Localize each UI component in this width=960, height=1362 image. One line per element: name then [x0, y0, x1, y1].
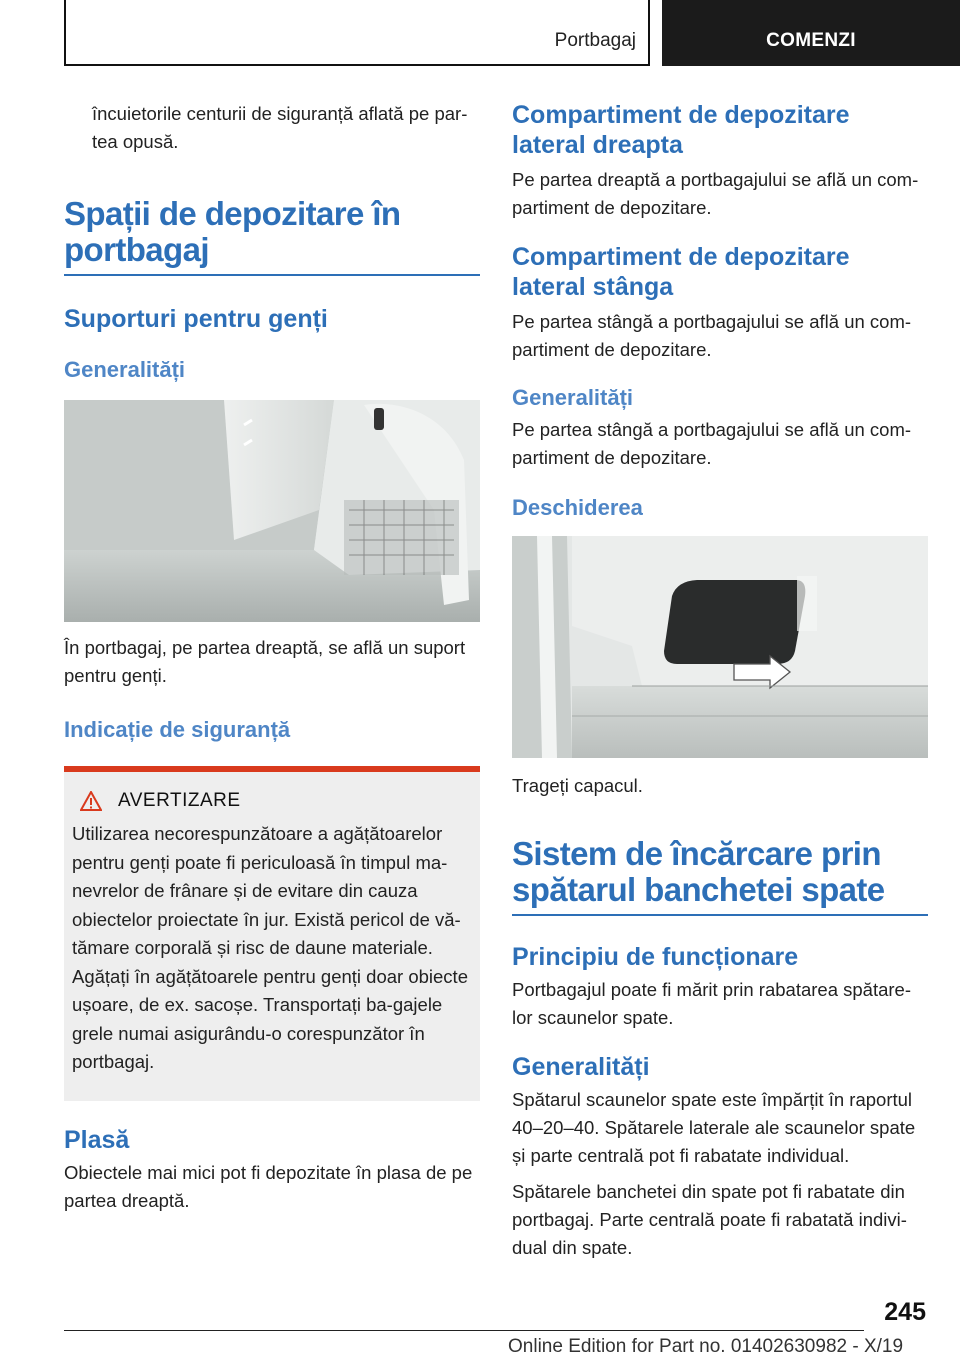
- net-text: Obiectele mai mici pot fi depozitate în plasa de pe partea dreaptă.: [64, 1161, 473, 1211]
- general-loading-text-1: Spătarul scaunelor spate este împărțit în raportul 40–20–40. Spătarele laterale ale scaunelor spate și parte centrală pot fi rabatate individual.: [512, 1089, 916, 1166]
- heading-general-right: Generalități: [512, 385, 634, 410]
- principle-text: Portbagajul poate fi mărit prin rabatarea spătare-lor scaunelor spate.: [512, 979, 911, 1028]
- footer-edition: Online Edition for Part no. 01402630982 - X/19: [508, 1336, 904, 1357]
- general-text-right: Pe partea stângă a portbagajului se află un com-partiment de depozitare.: [512, 419, 912, 468]
- warning-title-text: AVERTIZARE: [118, 790, 241, 811]
- bag-holder-image: [64, 400, 480, 622]
- continued-text: încuietorile centurii de siguranță aflată pe par- tea opusă.: [92, 103, 468, 152]
- heading-right-compartment: Compartiment de depozitare lateral dreapta: [512, 101, 850, 159]
- section-title-loading-system: Sistem de încărcare prin spătarul banchetei spate: [512, 836, 928, 916]
- heading-safety: Indicație de siguranță: [64, 717, 291, 742]
- heading-bag-holders: Suporturi pentru genți: [64, 305, 328, 333]
- heading-general: Generalități: [64, 357, 186, 382]
- page-number: 245: [884, 1298, 926, 1326]
- compartment-cover-image: [512, 536, 928, 758]
- warning-box: [64, 766, 480, 1101]
- heading-net: Plasă: [64, 1125, 130, 1154]
- caption-cover: Trageți capacul.: [512, 775, 643, 796]
- warning-title: [80, 790, 472, 812]
- heading-opening: Deschiderea: [512, 495, 643, 520]
- warning-triangle-icon: [80, 791, 102, 811]
- heading-principle: Principiu de funcționare: [512, 943, 799, 971]
- section-title-storage: Spații de depozitare în portbagaj: [64, 196, 480, 276]
- header-tab-comenzi[interactable]: COMENZI: [662, 0, 960, 66]
- right-compartment-text: Pe partea dreaptă a portbagajului se află un com-partiment de depozitare.: [512, 169, 919, 218]
- header-section-title: Portbagaj: [554, 30, 636, 51]
- left-column: [64, 100, 480, 1215]
- heading-left-compartment: Compartiment de depozitare lateral stânga: [512, 243, 850, 301]
- warning-text: Utilizarea necorespunzătoare a agățătoarelor pentru genți poate fi periculoasă în timpul ma-nevrelor de frânare și de evitare din cauza obiectelor proiectate în jur. Există pericol de vă-tămare corporală și risc de daune materiale. Agățați în agățătoarele pentru genți doar obiecte ușoare, de ex. sacoșe. Transportați ba-gajele grele numai asigurându-o corespunzător în portbagaj.: [72, 823, 468, 1072]
- footer-rule: [64, 1330, 864, 1331]
- caption-bag-holder: În portbagaj, pe partea dreaptă, se află un suport pentru genți.: [64, 637, 466, 686]
- header-section-box: [64, 0, 650, 66]
- general-loading-text-2: Spătarele banchetei din spate pot fi rabatate din portbagaj. Parte centrală poate fi rabatată indivi-dual din spate.: [512, 1181, 907, 1258]
- right-column: [512, 100, 928, 1262]
- left-compartment-text: Pe partea stângă a portbagajului se află un com-partiment de depozitare.: [512, 311, 912, 360]
- heading-general-loading: Generalități: [512, 1053, 650, 1081]
